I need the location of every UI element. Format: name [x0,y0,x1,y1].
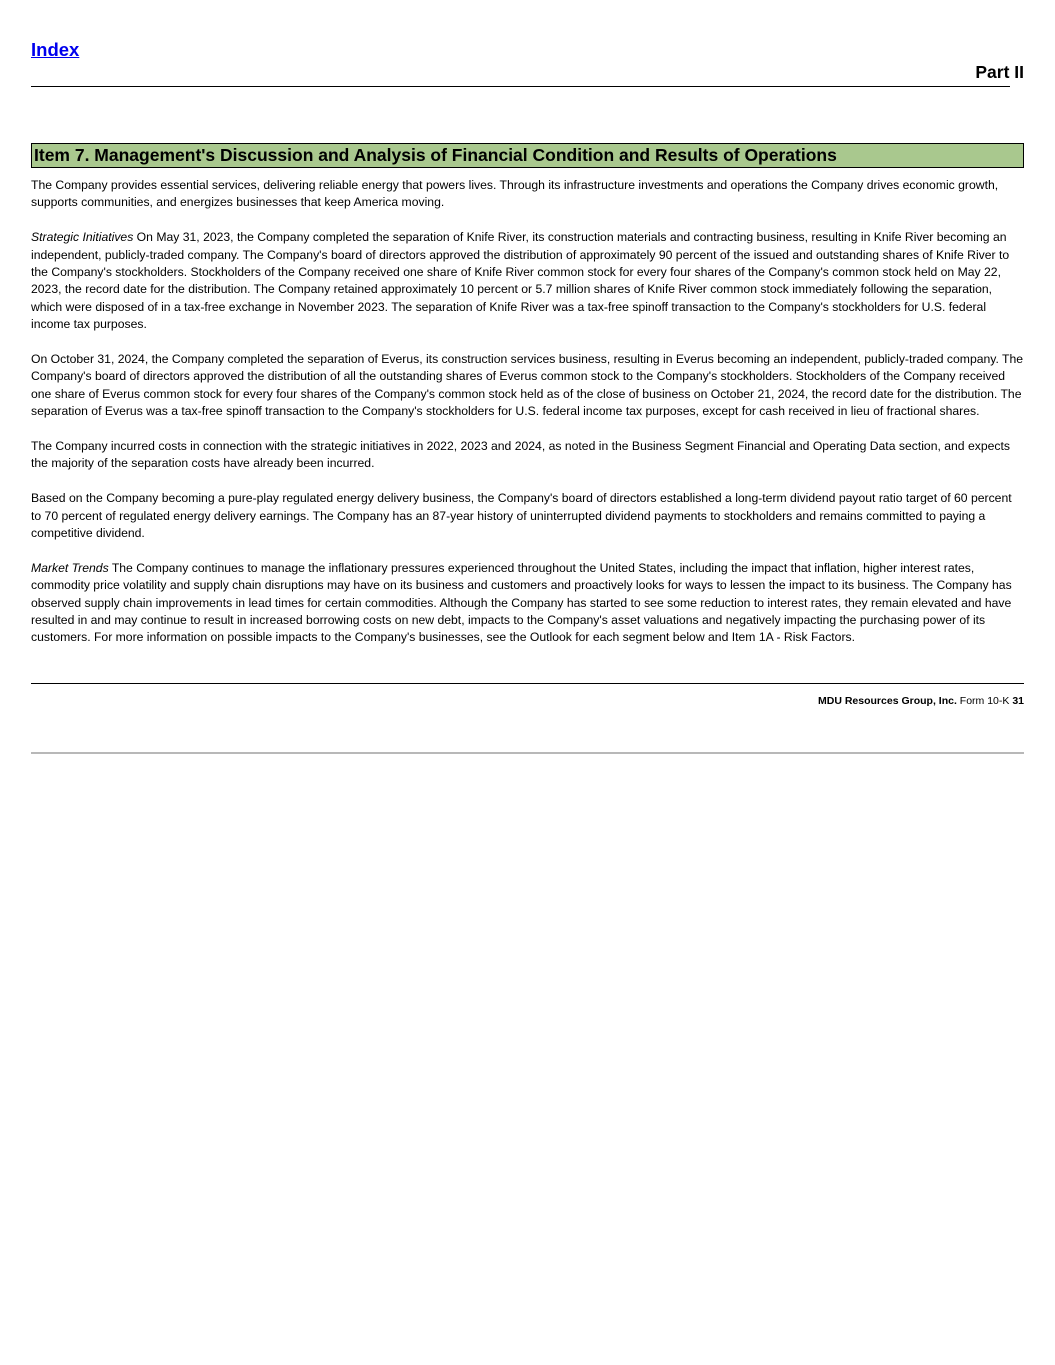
page-footer [818,695,1024,707]
paragraph-text: On October 31, 2024, the Company completed the separation of Everus, its construction services business, resulting in Everus becoming an independent, publicly-traded company. The Company's board of directors approved the distribution of all the outstanding shares of Everus common stock to the Company's stockholders. Stockholders of the Company received one share of Everus common stock for every four shares of the Company's common stock held as of the close of business on October 21, 2024, the record date for the distribution. The separation of Everus was a tax-free spinoff transaction to the Company's stockholders for U.S. federal income tax purposes, except for cash received in lieu of fractional shares. [31,352,1024,419]
paragraph-text: The Company incurred costs in connection with the strategic initiatives in 2022, 2023 and 2024, as noted in the Business Segment Financial and Operating Data section, and expects the majority of the separation costs have already been incurred. [31,439,1010,471]
section-heading: Item 7. Management's Discussion and Analysis of Financial Condition and Results of Operations [31,143,1024,168]
page-break-rule [31,752,1024,754]
section-body [31,177,1024,647]
paragraph-strategic-initiatives [31,229,1024,333]
footer-page-number: 31 [1012,695,1024,707]
paragraph-strategic-costs [31,438,1024,473]
paragraph-text: Based on the Company becoming a pure-play regulated energy delivery business, the Company's board of directors established a long-term dividend payout ratio target of 60 percent to 70 percent of regulated energy delivery earnings. The Company has an 87-year history of uninterrupted dividend payments to stockholders and remains committed to paying a competitive dividend. [31,491,1012,541]
paragraph-lead: Market Trends [31,560,109,575]
footer-divider [31,683,1024,684]
paragraph-text: The Company continues to manage the inflationary pressures experienced throughout the United States, including the impact that inflation, higher interest rates, commodity price volatility and supply chain disruptions may have on its business and customers and proactively looks for ways to lessen the impact to its business. The Company has observed supply chain improvements in lead times for certain commodities. Although the Company has started to see some reduction to interest rates, they remain elevated and have resulted in and may continue to result in increased borrowing costs on new debt, impacts to the Company's asset valuations and negatively impacting the purchasing power of its customers. For more information on possible impacts to the Company's businesses, see the Outlook for each segment below and Item 1A - Risk Factors. [31,560,1012,645]
paragraph-lead: Strategic Initiatives [31,230,134,245]
paragraph-text: On May 31, 2023, the Company completed the separation of Knife River, its construction materials and contracting business, resulting in Knife River becoming an independent, publicly-traded company. The Company's board of directors approved the distribution of approximately 90 percent of the issued and outstanding shares of Knife River to the Company's stockholders. Stockholders of the Company received one share of Knife River common stock for every four shares of the Company's common stock held on May 22, 2023, the record date for the distribution. The Company retained approximately 10 percent or 5.7 million shares of Knife River common stock immediately following the separation, which were disposed of in a tax-free exchange in November 2023. The separation of Knife River was a tax-free spinoff transaction to the Company's stockholders for U.S. federal income tax purposes. [31,230,1010,332]
header-divider [31,86,1010,87]
footer-company: MDU Resources Group, Inc. [818,695,957,707]
footer-form: Form 10-K [956,695,1013,707]
paragraph-market-trends [31,560,1024,647]
part-label: Part II [975,62,1024,82]
paragraph-intro [31,177,1024,212]
paragraph-text: The Company provides essential services, delivering reliable energy that powers lives. Through its infrastructure investments and operations the Company drives economic growth, supports communities, and energizes businesses that keep America moving. [31,178,999,210]
index-link[interactable]: Index [31,39,80,60]
paragraph-dividend [31,490,1024,542]
paragraph-everus-separation [31,351,1024,421]
